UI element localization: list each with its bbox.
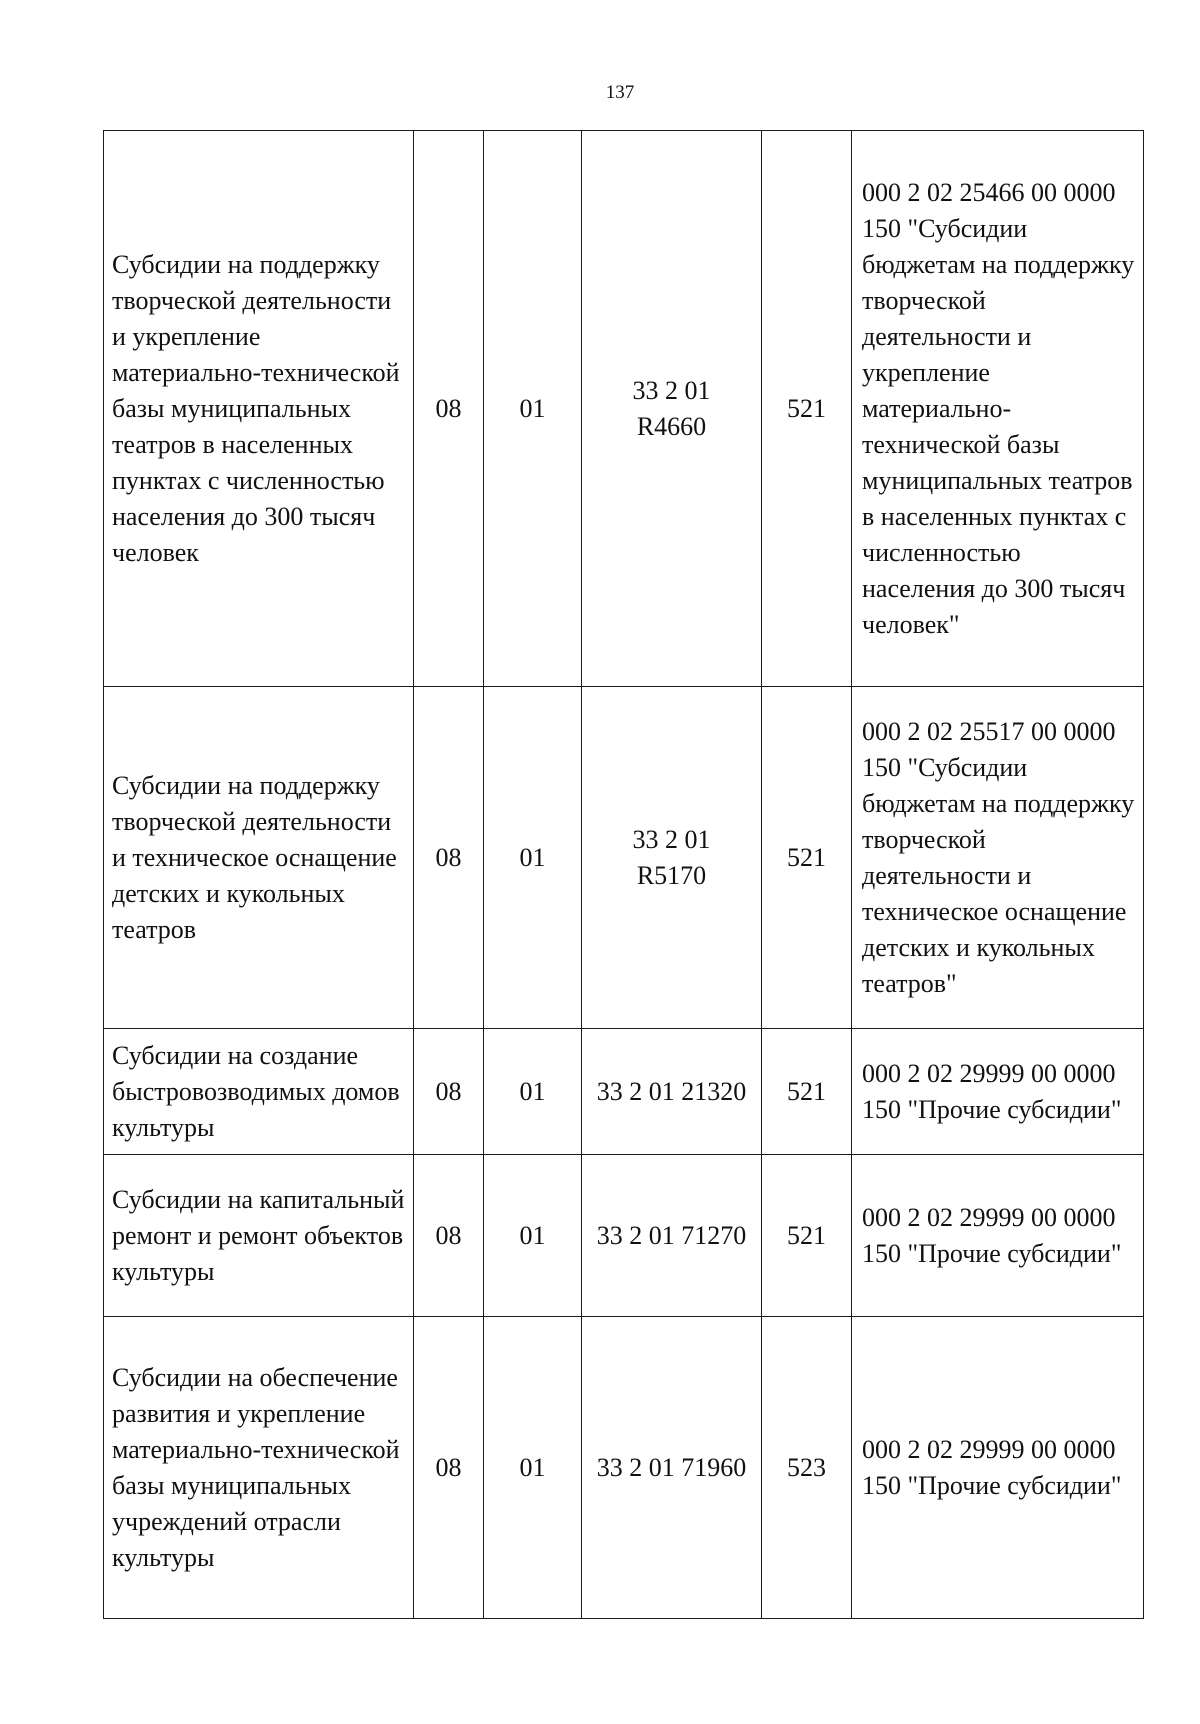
- expense-type-code: 521: [762, 1155, 852, 1317]
- section-code: 08: [414, 1155, 484, 1317]
- table-row: [104, 131, 1144, 687]
- target-article-code: 33 2 01 71270: [582, 1155, 762, 1317]
- target-article-code: 33 2 01 71960: [582, 1317, 762, 1619]
- subsection-code: 01: [484, 1155, 582, 1317]
- row-name: Субсидии на поддержку творческой деятельности и техническое оснащение детских и кукольных театров: [104, 687, 414, 1029]
- expense-type-code: 523: [762, 1317, 852, 1619]
- target-article-code: 33 2 01 R5170: [582, 687, 762, 1029]
- section-code: 08: [414, 1317, 484, 1619]
- table-row: [104, 1155, 1144, 1317]
- income-code: 000 2 02 29999 00 0000 150 "Прочие субсидии": [852, 1317, 1144, 1619]
- table-row: [104, 687, 1144, 1029]
- income-code: 000 2 02 25517 00 0000 150 "Субсидии бюджетам на поддержку творческой деятельности и техническое оснащение детских и кукольных театров": [852, 687, 1144, 1029]
- row-name: Субсидии на создание быстровозводимых домов культуры: [104, 1029, 414, 1155]
- subsection-code: 01: [484, 687, 582, 1029]
- subsection-code: 01: [484, 1029, 582, 1155]
- budget-table: [103, 130, 1144, 1619]
- expense-type-code: 521: [762, 1029, 852, 1155]
- row-name: Субсидии на обеспечение развития и укрепление материально-технической базы муниципальных учреждений отрасли культуры: [104, 1317, 414, 1619]
- expense-type-code: 521: [762, 687, 852, 1029]
- page-number: 137: [605, 82, 635, 103]
- target-article-code: 33 2 01 21320: [582, 1029, 762, 1155]
- income-code: 000 2 02 29999 00 0000 150 "Прочие субсидии": [852, 1029, 1144, 1155]
- income-code: 000 2 02 25466 00 0000 150 "Субсидии бюджетам на поддержку творческой деятельности и укрепление материально-технической базы муниципальных театров в населенных пунктах с численностью населения до 300 тысяч человек": [852, 131, 1144, 687]
- subsection-code: 01: [484, 131, 582, 687]
- table-row: [104, 1029, 1144, 1155]
- section-code: 08: [414, 131, 484, 687]
- subsection-code: 01: [484, 1317, 582, 1619]
- income-code: 000 2 02 29999 00 0000 150 "Прочие субсидии": [852, 1155, 1144, 1317]
- section-code: 08: [414, 1029, 484, 1155]
- table-row: [104, 1317, 1144, 1619]
- target-article-code: 33 2 01 R4660: [582, 131, 762, 687]
- row-name: Субсидии на поддержку творческой деятельности и укрепление материально-технической базы муниципальных театров в населенных пунктах с численностью населения до 300 тысяч человек: [104, 131, 414, 687]
- section-code: 08: [414, 687, 484, 1029]
- row-name: Субсидии на капитальный ремонт и ремонт объектов культуры: [104, 1155, 414, 1317]
- expense-type-code: 521: [762, 131, 852, 687]
